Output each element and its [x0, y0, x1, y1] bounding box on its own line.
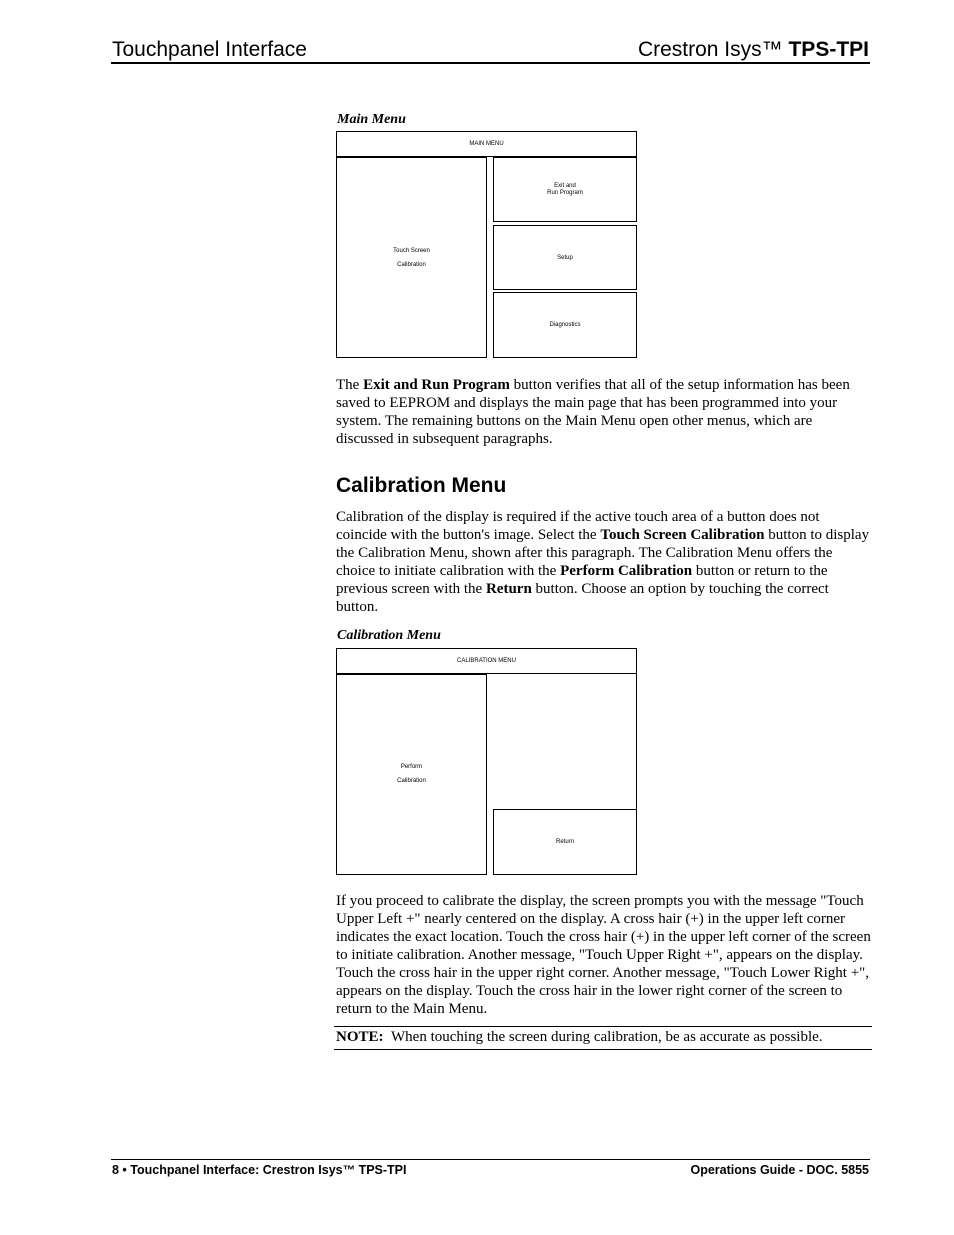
setup-label: Setup — [557, 254, 573, 261]
main-menu-diagram — [336, 131, 637, 358]
header-section-title: Touchpanel Interface — [112, 38, 307, 61]
calibration-menu-heading: Calibration Menu — [336, 474, 507, 497]
main-menu-title: MAIN MENU — [469, 141, 504, 147]
calibration-label-line1: Touch Screen — [393, 248, 430, 254]
main-menu-caption: Main Menu — [337, 112, 406, 127]
return-button — [493, 809, 637, 875]
footer-doc-info: Operations Guide - DOC. 5855 — [690, 1163, 869, 1177]
calibration-menu-diagram — [336, 648, 637, 875]
para1-text-b: button verifies that all of the setup information has been saved to EEPROM and displays the main page that has been programmed into your system. The remaining buttons on the Main Menu open other menus, which are discussed in subsequent paragraphs. — [336, 377, 850, 447]
header-product-prefix: Crestron Isys™ — [637, 38, 783, 61]
calibration-label-line2: Calibration — [397, 262, 426, 268]
para2-text-b: button to display the Calibration Menu, shown after this paragraph. The Calibration Menu offers the choice to initiate calibration with the — [336, 527, 870, 579]
calibration-menu-title: CALIBRATION MENU — [457, 658, 516, 664]
para2-text-a: Calibration of the display is required if the active touch area of a button does not coincide with the button's image. Select the — [336, 509, 820, 543]
note-label: NOTE: — [336, 1029, 384, 1045]
perform-label-line1: Perform — [400, 764, 423, 770]
para2-bold-return: Return — [485, 581, 532, 597]
para1-bold-exit: Exit and Run Program — [363, 377, 510, 393]
exit-label-line2: Run Program — [547, 190, 583, 196]
para2-bold-touch-screen: Touch Screen Calibration — [600, 527, 765, 543]
footer-rule — [111, 1159, 870, 1160]
footer-page-info: 8 • Touchpanel Interface: Crestron Isys™ TPS-TPI — [112, 1163, 407, 1177]
paragraph-exit-and-run — [336, 376, 871, 448]
note-line — [336, 1027, 823, 1048]
exit-and-run-program-button — [493, 157, 637, 222]
main-menu-title-bar — [336, 131, 637, 157]
exit-label-line1: Exit and — [554, 183, 576, 189]
setup-button — [493, 225, 637, 290]
diagnostics-button — [493, 292, 637, 358]
perform-label-line2: Calibration — [397, 778, 426, 784]
para2-text-d: button. Choose an option by touching the correct button. — [336, 581, 829, 615]
header-product-model: TPS-TPI — [788, 38, 869, 61]
perform-calibration-button — [336, 674, 487, 875]
touch-screen-calibration-button — [336, 157, 487, 358]
note-box — [334, 1026, 872, 1050]
paragraph-calibration-procedure: If you proceed to calibrate the display, the screen prompts you with the message "Touch Upper Left +" nearly centered on the display. A cross hair (+) in the upper left corner indicates the exact location. Touch the cross hair (+) in the upper left corner of the screen to initiate calibration. Another message, "Touch Upper Right +", appears on the display. Touch the cross hair in the upper right corner. Another message, "Touch Lower Right +", appears on the display. Touch the cross hair in the lower right corner of the screen to return to the Main Menu. — [336, 893, 871, 1017]
calibration-menu-title-bar — [336, 648, 637, 674]
header-product-title — [638, 38, 869, 62]
para2-text-c: button or return to the previous screen with the — [336, 563, 828, 597]
return-label: Return — [555, 839, 574, 845]
note-text: When touching the screen during calibration, be as accurate as possible. — [391, 1029, 823, 1045]
para2-bold-perform: Perform Calibration — [560, 563, 693, 579]
para1-text-a: The — [336, 377, 364, 393]
paragraph-calibration — [336, 508, 871, 616]
diagnostics-label: Diagnostics — [549, 322, 581, 328]
calibration-menu-caption: Calibration Menu — [337, 628, 441, 643]
header-rule — [111, 62, 870, 64]
